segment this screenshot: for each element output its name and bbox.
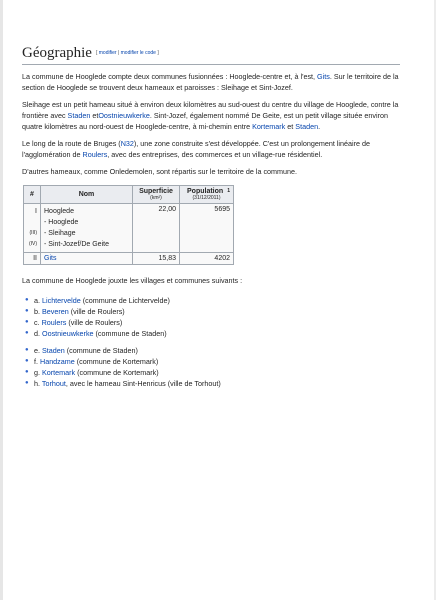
bullet-icon: ● xyxy=(25,380,29,387)
row-name-cell: Hooglede - Hooglede - Sleihage - Sint-Jozef/De Geite xyxy=(41,204,133,253)
link-handzame[interactable]: Handzame xyxy=(40,357,75,367)
link-oostnieuwkerke-list[interactable]: Oostnieuwkerke xyxy=(42,329,94,339)
link-staden-2[interactable]: Staden xyxy=(295,122,319,132)
scan-edge-left xyxy=(0,0,3,600)
link-gits-table[interactable]: Gits xyxy=(44,255,57,263)
link-staden[interactable]: Staden xyxy=(67,111,91,121)
col-header-population: 1 Population (31/12/2011) xyxy=(180,186,234,204)
paragraph-hamlets: D'autres hameaux, comme Onledemolen, sont répartis sur le territoire de la commune. xyxy=(22,167,298,177)
article-section xyxy=(22,45,400,389)
bullet-icon: ● xyxy=(25,308,29,315)
paragraph-intro: La commune de Hooglede compte deux communes fusionnées : Hooglede-centre et, à l'est, Gits. Sur le territoire de la section de Hooglede se trouvent deux hameaux et paroisses : Sleihage et Sint-Jozef. xyxy=(22,72,399,93)
list-item: ● b. Beveren (ville de Roulers) xyxy=(25,307,125,317)
row-area-cell: 15,83 xyxy=(133,253,180,265)
col-header-area: Superficie (km²) xyxy=(133,186,180,204)
neighbour-list-2 xyxy=(22,345,400,389)
link-roulers[interactable]: Roulers xyxy=(82,150,108,160)
edit-source-link[interactable]: modifier le code xyxy=(120,50,156,57)
table-header-row xyxy=(24,186,234,204)
row-population-cell: 5695 xyxy=(180,204,234,253)
list-item: ● a. Lichtervelde (commune de Lichtervelde) xyxy=(25,296,170,306)
table-row xyxy=(24,253,234,265)
link-gits[interactable]: Gits xyxy=(317,72,330,82)
section-heading xyxy=(22,45,400,65)
link-roulers-list[interactable]: Roulers xyxy=(41,318,67,328)
bullet-icon: ● xyxy=(25,347,29,354)
link-kortemark[interactable]: Kortemark xyxy=(252,122,286,132)
bullet-icon: ● xyxy=(25,319,29,326)
link-beveren[interactable]: Beveren xyxy=(42,307,69,317)
link-torhout[interactable]: Torhout xyxy=(41,379,66,389)
bullet-icon: ● xyxy=(25,369,29,376)
link-kortemark-list[interactable]: Kortemark xyxy=(42,368,76,378)
row-name-cell xyxy=(41,253,133,265)
edit-section-links: [ modifier | modifier le code ] xyxy=(95,50,159,57)
table-row xyxy=(24,204,234,253)
paragraph-sleihage: Sleihage est un petit hameau situé à environ deux kilomètres au sud-ouest du centre du village de Hooglede, contre la frontière avec Staden etOostnieuwkerke. Sint-Jozef, également nommé De Geite, est un petit village située environ quatre kilomètres au nord-ouest de Hooglede-centre, à mi-chemin entre Kortemark et Staden. xyxy=(22,100,399,132)
paragraph-neighbours: La commune de Hooglede jouxte les villages et communes suivants : xyxy=(22,276,243,286)
list-item: ● d. Oostnieuwkerke (commune de Staden) xyxy=(25,329,167,339)
footnote-ref[interactable]: 1 xyxy=(227,188,230,195)
list-item: ● g. Kortemark (commune de Kortemark) xyxy=(25,368,159,378)
neighbour-list-1 xyxy=(22,295,400,339)
sections-table xyxy=(23,185,234,265)
list-item: ● e. Staden (commune de Staden) xyxy=(25,346,138,356)
paragraph-route: Le long de la route de Bruges (N32), une zone construite s'est développée. C'est un prolongement linéaire de l'agglomération de Roulers, avec des entreprises, des commerces et un village-rue résidentiel. xyxy=(22,139,370,160)
link-lichtervelde[interactable]: Lichtervelde xyxy=(42,296,81,306)
list-item: ● f. Handzame (commune de Kortemark) xyxy=(25,357,159,367)
section-title: Géographie xyxy=(22,45,92,61)
edit-link[interactable]: modifier xyxy=(98,50,117,57)
col-header-number: # xyxy=(24,186,41,204)
link-staden-list[interactable]: Staden xyxy=(42,346,65,356)
list-item: ● h. Torhout, avec le hameau Sint-Henricus (ville de Torhout) xyxy=(25,379,221,389)
link-oostnieuwkerke[interactable]: Oostnieuwkerke xyxy=(98,111,150,121)
col-header-name: Nom xyxy=(41,186,133,204)
row-number-cell: I (III) (IV) xyxy=(24,204,41,253)
bullet-icon: ● xyxy=(25,297,29,304)
row-number-cell: II xyxy=(24,253,41,265)
row-area-cell: 22,00 xyxy=(133,204,180,253)
row-population-cell: 4202 xyxy=(180,253,234,265)
list-item: ● c. Roulers (ville de Roulers) xyxy=(25,318,123,328)
link-n32[interactable]: N32 xyxy=(120,139,134,149)
bullet-icon: ● xyxy=(25,358,29,365)
bullet-icon: ● xyxy=(25,330,29,337)
